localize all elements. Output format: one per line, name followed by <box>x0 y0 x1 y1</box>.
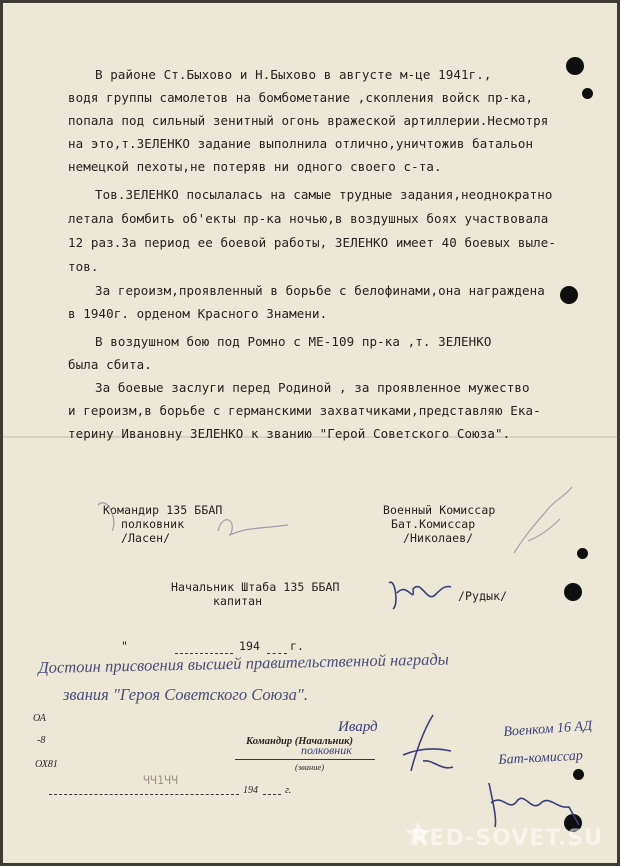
body-line: За героизм,проявленный в борьбе с белофинами,она награждена <box>95 283 545 298</box>
punch-hole <box>566 57 584 75</box>
handwritten-resolution: звания "Героя Советского Союза". <box>63 685 308 704</box>
body-line: За боевые заслуги перед Родиной , за проявленное мужество <box>95 380 530 395</box>
handwritten-commissar-rank: Бат-комиссар <box>498 748 584 768</box>
rank-line <box>235 759 375 760</box>
body-line: В воздушном бою под Ромно с МЕ-109 пр-ка ,т. ЗЕЛЕНКО <box>95 334 492 349</box>
body-line: водя группы самолетов на бомбометание ,скопления войск пр-ка, <box>68 90 534 105</box>
date-quote: " <box>121 639 129 653</box>
handwritten-resolution: Достоин присвоения высшей правительственной награды <box>38 649 450 677</box>
punch-hole <box>582 88 593 99</box>
footer-date-blank <box>49 794 239 795</box>
punch-hole <box>560 286 578 304</box>
body-line: и героизм,в борьбе с германскими захватчиками,представляю Ека- <box>68 403 541 418</box>
date-year: 194 <box>239 639 261 653</box>
chief-of-staff-name: /Рудык/ <box>458 589 508 603</box>
chief-of-staff-title: Начальник Штаба 135 ББАП <box>171 580 340 594</box>
body-line: тов. <box>68 259 99 274</box>
handwritten-commander-note: Ивард <box>338 719 378 735</box>
punch-hole <box>564 583 582 601</box>
body-line: В районе Ст.Быхово и Н.Быхово в августе м-це 1941г., <box>95 67 492 82</box>
margin-mark: ОА <box>33 713 46 724</box>
faded-stamp-mark: ЧЧ1ЧЧ <box>143 773 179 787</box>
body-line: 12 раз.За период ее боевой работы, ЗЕЛЕНКО имеет 40 боевых выле- <box>68 235 557 250</box>
handwritten-commander-rank: полковник <box>301 743 352 757</box>
footer-year: 194 <box>243 785 258 796</box>
body-line: попала под сильный зенитный огонь вражеской артиллерии.Несмотря <box>68 113 549 128</box>
commander-name: /Ласен/ <box>121 531 171 545</box>
commander-rank: полковник <box>121 517 185 531</box>
handwritten-commissar-note: Военком 16 АД <box>503 718 593 740</box>
body-line: была сбита. <box>68 357 152 372</box>
margin-mark: -8 <box>37 735 46 746</box>
body-line: немецкой пехоты,не потеряв ни одного своего с-та. <box>68 159 442 174</box>
commissar-name: /Николаев/ <box>403 531 474 545</box>
chief-of-staff-rank: капитан <box>213 594 263 608</box>
body-line: в 1940г. орденом Красного Знамени. <box>68 306 328 321</box>
margin-mark: ОХ81 <box>35 759 58 770</box>
watermark: RED-SOVET.SU <box>411 826 603 851</box>
body-line: на это,т.ЗЕЛЕНКО задание выполнила отлично,уничтожив батальон <box>68 136 534 151</box>
footer-suffix: г. <box>285 785 292 796</box>
rank-label: (звание) <box>295 762 325 772</box>
footer-date-blank <box>263 794 281 795</box>
commissar-title: Военный Комиссар <box>383 503 496 517</box>
body-line: терину Ивановну ЗЕЛЕНКО к званию "Герой Советского Союза". <box>68 426 511 441</box>
date-suffix: г. <box>290 639 305 653</box>
commander-title: Командир 135 ББАП <box>103 503 223 517</box>
commander-label: Командир (Начальник) <box>246 736 353 747</box>
body-line: летала бомбить об'екты пр-ка ночью,в воздушных боях участвовала <box>68 211 549 226</box>
body-line: Тов.ЗЕЛЕНКО посылалась на самые трудные задания,неоднократно <box>95 187 553 202</box>
commissar-rank: Бат.Комиссар <box>391 517 476 531</box>
